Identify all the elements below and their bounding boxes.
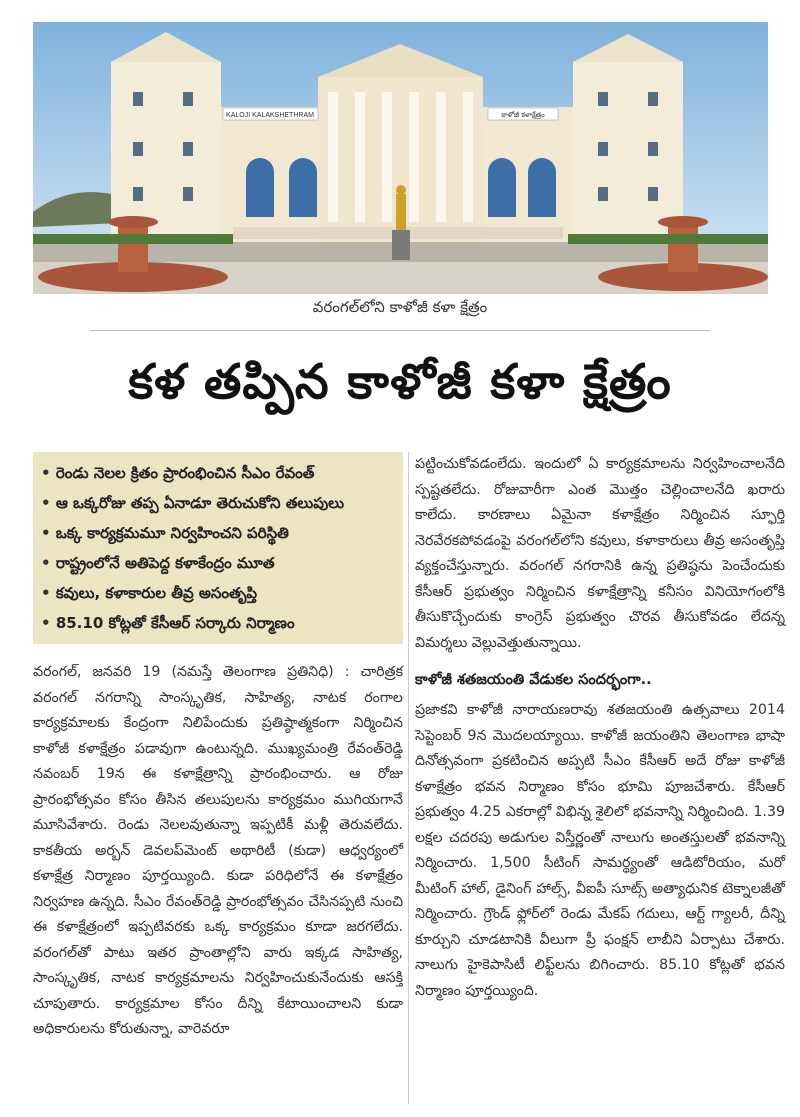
headline: కళ తప్పిన కాళోజీ కళా క్షేత్రం <box>128 354 672 410</box>
column-divider <box>408 452 409 1104</box>
photo-caption: వరంగల్‌లోని కాళోజీ కళా క్షేత్రం <box>312 298 488 316</box>
article-paragraph: ప్రజాకవి కాళోజీ నారాయణరావు శతజయంతి ఉత్సవాలు 2014 సెప్టెంబర్ 9న మొదలయ్యాయి. కాళోజీ జయంతిని తెలంగాణ భాషా దినోత్సవంగా ప్రకటించిన అప్పటి సీఎం కేసీఆర్ అదే రోజు కాళోజీ కళాక్షేత్రం భవన నిర్మాణం కోసం భూమి పూజచేశారు. కేసీఆర్ ప్రభుత్వం 4.25 ఎకరాల్లో విభిన్న శైలిలో భవనాన్ని నిర్మించింది. 1.39 లక్షల చదరపు అడుగుల విస్తీర్ణంతో నాలుగు అంతస్తులతో భవనాన్ని నిర్మించారు. 1,500 సీటింగ్ సామర్థ్యంతో ఆడిటోరియం, మరో మీటింగ్ హాల్, డైనింగ్ హాల్స్, వీఐపీ సూట్స్ అత్యాధునిక టెక్నాలజీతో నిర్మించారు. గ్రౌండ్ ఫ్లోర్‌లో రెండు మేకప్ గదులు, ఆర్ట్ గ్యాలరీ, దీన్ని కూర్చుని చూడటానికి వీలుగా ప్రీ ఫంక్షన్ లాబీని ఏర్పాటు చేశారు. నాలుగు హైకెపాసిటీ లిఫ్ట్‌లను బిగించారు. 85.10 కోట్లతో భవన నిర్మాణం పూర్తయ్యింది. <box>415 702 785 999</box>
kalakshetram-building-image <box>33 22 768 294</box>
highlight-item: • ఆ ఒక్కరోజు తప్ప ఏనాడూ తెరుచుకోని తలుపులు <box>41 488 395 518</box>
article-subheading: కాళోజీ శతజయంతి వేడుకల సందర్భంగా.. <box>415 672 652 688</box>
highlight-item: • రెండు నెలల క్రితం ప్రారంభించిన సీఎం రేవంత్ <box>41 458 395 488</box>
highlights-box <box>33 452 403 644</box>
highlight-item: • రాష్ట్రంలోనే అతిపెద్ద కళాకేంద్రం మూత <box>41 548 395 578</box>
highlight-item: • 85.10 కోట్లతో కేసీఆర్ సర్కారు నిర్మాణం <box>41 608 395 638</box>
news-photo <box>33 22 768 294</box>
article-paragraph: పట్టించుకోవడంలేదు. ఇందులో ఏ కార్యక్రమాలను నిర్వహించాలనేది స్పష్టతలేదు. రోజువారీగా ఎంత మొత్తం చెల్లించాలనేది ఖరారు కాలేదు. కారణాలు ఏమైనా కళాక్షేత్రం నిర్మించిన స్ఫూర్తి నెరవేరకపోవడంపై వరంగల్‌లోని కవులు, కళాకారులు తీవ్ర అసంతృప్తి వ్యక్తంచేస్తున్నారు. వరంగల్ నగరానికి ఉన్న ప్రతిష్ఠను పెంచేందుకు కేసీఆర్ ప్రభుత్వం నిర్మించిన కళాక్షేత్రాన్ని కనీసం వినియోగంలోకి తీసుకొచ్చేందుకు కాంగ్రెస్ ప్రభుత్వం చొరవ తీసుకోవడం లేదన్న విమర్శలు వెల్లువెత్తుతున్నాయి. <box>415 456 785 651</box>
signboard-right: కాళోజీ కళాక్షేత్రం <box>501 111 545 119</box>
left-column <box>33 452 403 644</box>
article-body-left <box>33 660 403 1043</box>
right-column <box>415 452 785 1004</box>
article-paragraph: వరంగల్, జనవరి 19 (నమస్తే తెలంగాణ ప్రతినిధి) : చారిత్రక వరంగల్ నగరాన్ని సాంస్కృతిక, సాహిత్య, నాటక రంగాల కార్యక్రమాలకు కేంద్రంగా నిలిపేందుకు ప్రతిష్ఠాత్మకంగా నిర్మించిన కాళోజీ కళాక్షేత్రం పడావుగా ఉంటున్నది. ముఖ్యమంత్రి రేవంత్‌రెడ్డి నవంబర్ 19న ఈ కళాక్షేత్రాన్ని ప్రారంభించారు. ఆ రోజు ప్రారంభోత్సవం కోసం తీసిన తలుపులను కార్యక్రమం ముగియగానే మూసివేశారు. రెండు నెలలవుతున్నా ఇప్పటికీ మళ్లీ తెరువలేదు. కాకతీయ అర్బన్ డెవలప్‌మెంట్ అథారిటీ (కుడా) ఆధ్వర్యంలో కళాక్షేత్ర నిర్మాణం పూర్తయ్యింది. కుడా పరిధిలోనే ఈ కళాక్షేత్రం నిర్వహణ ఉన్నది. సీఎం రేవంత్‌రెడ్డి ప్రారంభోత్సవం చేసినప్పటి నుంచి ఈ కళాక్షేత్రంలో ఇప్పటివరకు ఒక్క కార్యక్రమం కూడా జరగలేదు. వరంగల్‌తో పాటు ఇతర ప్రాంతాల్లోని వారు ఇక్కడ సాహిత్య, సాంస్కృతిక, నాటక కార్యక్రమాలను నిర్వహించుకునేందుకు ఆసక్తి చూపుతారు. కార్యక్రమాల కోసం దీన్ని కేటాయించాలని కుడా అధికారులను కోరుతున్నా, వారెవరూ <box>33 664 403 1037</box>
highlight-item: • ఒక్క కార్యక్రమమూ నిర్వహించని పరిస్థితి <box>41 518 395 548</box>
signboard-left: KALOJI KALAKSHETHRAM <box>226 112 314 119</box>
highlight-item: • కవులు, కళాకారుల తీవ్ర అసంతృప్తి <box>41 578 395 608</box>
caption-divider <box>90 330 710 331</box>
